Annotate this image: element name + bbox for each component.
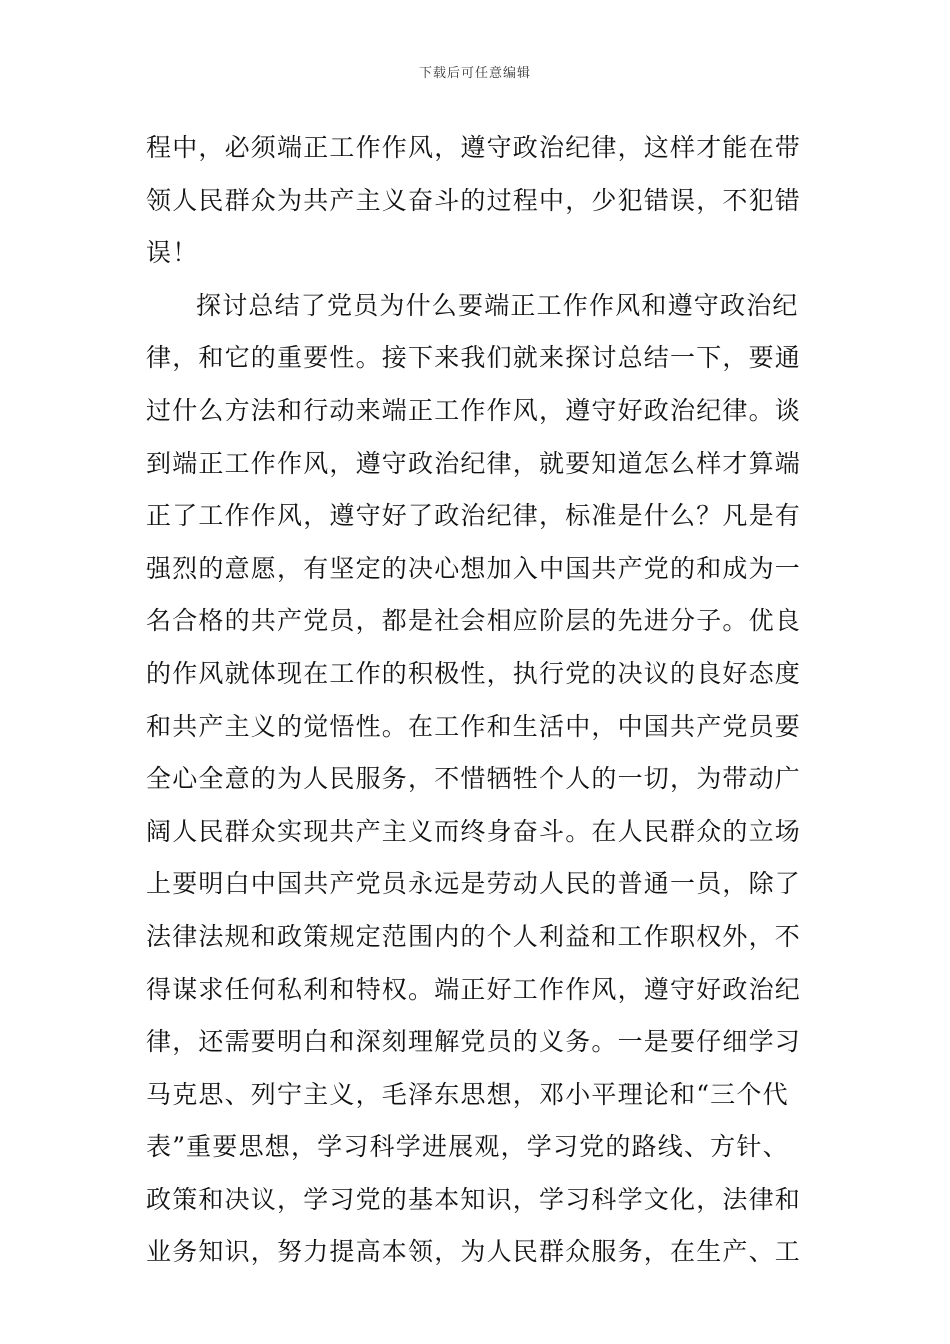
text-line: 误！	[146, 238, 199, 268]
text-line: 过什么方法和行动来端正工作作风，遵守好政治纪律。谈	[146, 395, 802, 425]
text-line: 上要明白中国共产党员永远是劳动人民的普通一员，除了	[146, 869, 802, 899]
text-line: 强烈的意愿，有坚定的决心想加入中国共产党的和成为一	[146, 553, 802, 583]
paragraph	[146, 122, 812, 280]
page-header: 下载后可任意编辑	[418, 66, 531, 81]
text-line: 探讨总结了党员为什么要端正工作作风和遵守政治纪	[196, 290, 799, 320]
text-line: 业务知识，努力提高本领，为人民群众服务，在生产、工	[146, 1237, 802, 1267]
text-line: 律，还需要明白和深刻理解党员的义务。一是要仔细学习	[146, 1027, 802, 1057]
text-line: 马克思、列宁主义，毛泽东思想，邓小平理论和“三个代	[146, 1079, 789, 1109]
text-line: 得谋求任何私利和特权。端正好工作作风，遵守好政治纪	[146, 974, 802, 1004]
text-line: 到端正工作作风，遵守政治纪律，就要知道怎么样才算端	[146, 448, 802, 478]
text-line: 正了工作作风，遵守好了政治纪律，标准是什么？凡是有	[146, 501, 802, 531]
text-line: 程中，必须端正工作作风，遵守政治纪律，这样才能在带	[146, 133, 802, 162]
document-body	[146, 122, 812, 1279]
text-line: 的作风就体现在工作的积极性，执行党的决议的良好态度	[146, 658, 802, 688]
text-line: 政策和决议，学习党的基本知识，学习科学文化，法律和	[146, 1184, 802, 1214]
text-line: 阔人民群众实现共产主义而终身奋斗。在人民群众的立场	[146, 816, 802, 846]
paragraph	[146, 280, 812, 1279]
text-line: 领人民群众为共产主义奋斗的过程中，少犯错误，不犯错	[146, 185, 802, 215]
text-line: 律，和它的重要性。接下来我们就来探讨总结一下，要通	[146, 343, 802, 373]
text-line: 表”重要思想，学习科学进展观，学习党的路线、方针、	[146, 1132, 789, 1162]
text-line: 名合格的共产党员，都是社会相应阶层的先进分子。优良	[146, 606, 802, 636]
text-line: 和共产主义的觉悟性。在工作和生活中，中国共产党员要	[146, 711, 802, 741]
text-line: 全心全意的为人民服务，不惜牺牲个人的一切，为带动广	[146, 764, 802, 794]
text-line: 法律法规和政策规定范围内的个人利益和工作职权外，不	[146, 921, 802, 951]
